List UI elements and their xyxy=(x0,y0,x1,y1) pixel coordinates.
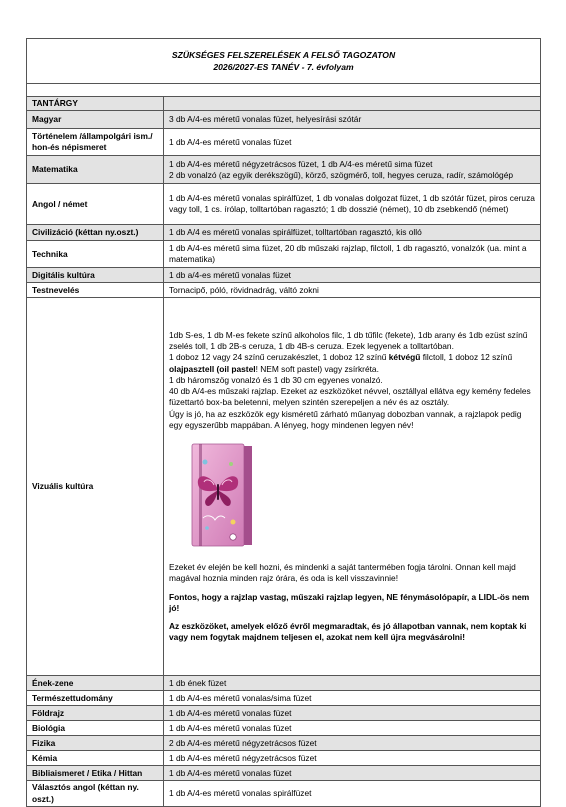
item-line: 1 db A/4-es méretű vonalas/sima füzet xyxy=(169,692,312,703)
items-cell xyxy=(164,268,541,283)
items-cell xyxy=(164,781,541,807)
subject-cell: Kémia xyxy=(27,751,164,766)
document-title xyxy=(27,39,541,84)
table-row xyxy=(27,751,541,766)
title-line-2: 2026/2027-ES TANÉV - 7. évfolyam xyxy=(213,62,354,72)
subject-cell: Digitális kultúra xyxy=(27,268,164,283)
item-line: 1 db A/4-es méretű sima füzet, 20 db műszaki rajzlap, filctoll, 1 db ragasztó, vonalzók (ua. mint a matematika) xyxy=(169,243,527,265)
items-cell xyxy=(164,691,541,706)
subject-cell: Történelem /állampolgári ism./ hon-és népismeret xyxy=(27,129,164,156)
items-cell xyxy=(164,156,541,184)
subject-cell: Testnevelés xyxy=(27,283,164,298)
subject-cell: Magyar xyxy=(27,111,164,129)
visual-paragraph: Úgy is jó, ha az eszközök egy kisméretű zárható műanyag dobozban vannak, a rajzlapok pedig egy egyszerűbb mappában. A lényeg, hogy mindenen legyen név! xyxy=(169,408,522,430)
table-row xyxy=(27,766,541,781)
subject-cell: Természettudomány xyxy=(27,691,164,706)
table-row xyxy=(27,225,541,241)
table-row xyxy=(27,268,541,283)
visual-paragraph: Fontos, hogy a rajzlap vastag, műszaki rajzlap legyen, NE fénymásolópapír, a LIDL-ös nem jó! xyxy=(169,591,530,613)
items-cell xyxy=(164,184,541,225)
subject-cell: Matematika xyxy=(27,156,164,184)
subject-cell: Technika xyxy=(27,241,164,268)
visual-paragraph: Az eszközöket, amelyek előző évről megmaradtak, és jó állapotban vannak, nem koptak ki vagy nem fogytak majdnem teljesen el, azokat nem kell újra megvásárolni! xyxy=(169,621,527,643)
item-line: 2 db vonalzó (az egyik derékszögű), körző, szögmérő, toll, hegyes ceruza, radír, számológép xyxy=(169,169,514,180)
items-cell xyxy=(164,129,541,156)
items-cell xyxy=(164,676,541,691)
item-line: Tornacipő, póló, rövidnadrág, váltó zokni xyxy=(169,284,319,295)
item-line: 2 db A/4-es méretű négyzetrácsos füzet xyxy=(169,737,317,748)
item-line: 1 db A/4-es méretű vonalas füzet xyxy=(169,707,292,718)
table-row xyxy=(27,283,541,298)
item-line: 1 db ének füzet xyxy=(169,677,227,688)
visual-paragraph: Ezeket év elején be kell hozni, és mindenki a saját tantermében fogja tárolni. Onnan kell majd magával hoznia minden rajz órára, és oda is kell visszavinnie! xyxy=(169,562,516,584)
item-line: 1 db A/4-es méretű vonalas spirálfüzet, 1 db vonalas dolgozat füzet, 1 db szótár füzet, piros ceruza vagy toll, 1 cs. írólap, tolltartóban ragasztó; 1 db dosszié (német), 10 db zsebkendő (német) xyxy=(169,193,535,215)
item-line: 1 db A/4-es méretű négyzetrácsos füzet, 1 db A/4-es méretű sima füzet xyxy=(169,158,433,169)
subject-cell: Választós angol (kéttan ny. oszt.) xyxy=(27,781,164,807)
table-row xyxy=(27,736,541,751)
visual-paragraph: 40 db A/4-es műszaki rajzlap. Ezeket az eszközöket névvel, osztállyal ellátva egy kemény fedeles füzettartó box-ba beletenni, melyen szintén szerepeljen a név és az osztály. xyxy=(169,386,531,408)
item-line: 1 db A/4-es méretű vonalas spirálfüzet xyxy=(169,787,312,798)
table-row xyxy=(27,129,541,156)
items-cell xyxy=(164,736,541,751)
column-header-subject: TANTÁRGY xyxy=(27,97,164,111)
table-row xyxy=(27,241,541,268)
subject-cell: Vizuális kultúra xyxy=(27,298,164,676)
items-cell xyxy=(164,706,541,721)
item-line: 1 db A/4-es méretű vonalas füzet xyxy=(169,136,292,147)
table-row xyxy=(27,111,541,129)
item-line: 3 db A/4-es méretű vonalas füzet, helyesírási szótár xyxy=(169,114,362,125)
spacer-row xyxy=(27,84,541,97)
item-line: 1 db A/4-es méretű vonalas füzet xyxy=(169,722,292,733)
items-cell xyxy=(164,766,541,781)
table-row xyxy=(27,676,541,691)
subject-cell: Földrajz xyxy=(27,706,164,721)
visual-arts-content xyxy=(164,298,541,676)
items-cell xyxy=(164,283,541,298)
items-cell xyxy=(164,751,541,766)
butterfly-folder-box-icon xyxy=(191,442,255,548)
table-row xyxy=(27,706,541,721)
items-cell xyxy=(164,225,541,241)
subject-cell: Angol / német xyxy=(27,184,164,225)
subject-cell: Ének-zene xyxy=(27,676,164,691)
column-header-blank xyxy=(164,97,541,111)
items-cell xyxy=(164,721,541,736)
table-row xyxy=(27,691,541,706)
visual-paragraph: 1db S-es, 1 db M-es fekete színű alkoholos filc, 1 db tűfilc (fekete), 1db arany és 1db ezüst színű zselés toll, 1 db 2B-s ceruza, 1 db 4B-s ceruza. Ezek legyenek a tolltartóban. xyxy=(169,329,528,352)
item-line: 1 db A/4 es méretű vonalas spirálfüzet, tolltartóban ragasztó, kis olló xyxy=(169,227,422,238)
supplies-table xyxy=(26,38,541,807)
table-row xyxy=(27,721,541,736)
table-row xyxy=(27,184,541,225)
subject-cell: Bibliaismeret / Etika / Hittan xyxy=(27,766,164,781)
subject-cell: Fizika xyxy=(27,736,164,751)
items-cell xyxy=(164,111,541,129)
subject-cell: Biológia xyxy=(27,721,164,736)
visual-paragraph: 1 doboz 12 vagy 24 színű ceruzakészlet, 1 doboz 12 színű kétvégű filctoll, 1 doboz 12 színű olajpasztell (oil pastel! NEM soft pastel) vagy zsírkréta. xyxy=(169,352,513,374)
table-row xyxy=(27,781,541,807)
item-line: 1 db a/4-es méretű vonalas füzet xyxy=(169,269,291,280)
item-line: 1 db A/4-es méretű négyzetrácsos füzet xyxy=(169,752,317,763)
visual-paragraph: 1 db háromszög vonalzó és 1 db 30 cm egyenes vonalzó. xyxy=(169,374,383,385)
title-line-1: SZÜKSÉGES FELSZERELÉSEK A FELSŐ TAGOZATON xyxy=(171,49,396,60)
subject-cell: Civilizáció (kéttan ny.oszt.) xyxy=(27,225,164,241)
table-row xyxy=(27,156,541,184)
items-cell xyxy=(164,241,541,268)
item-line: 1 db A/4-es méretű vonalas füzet xyxy=(169,767,292,778)
